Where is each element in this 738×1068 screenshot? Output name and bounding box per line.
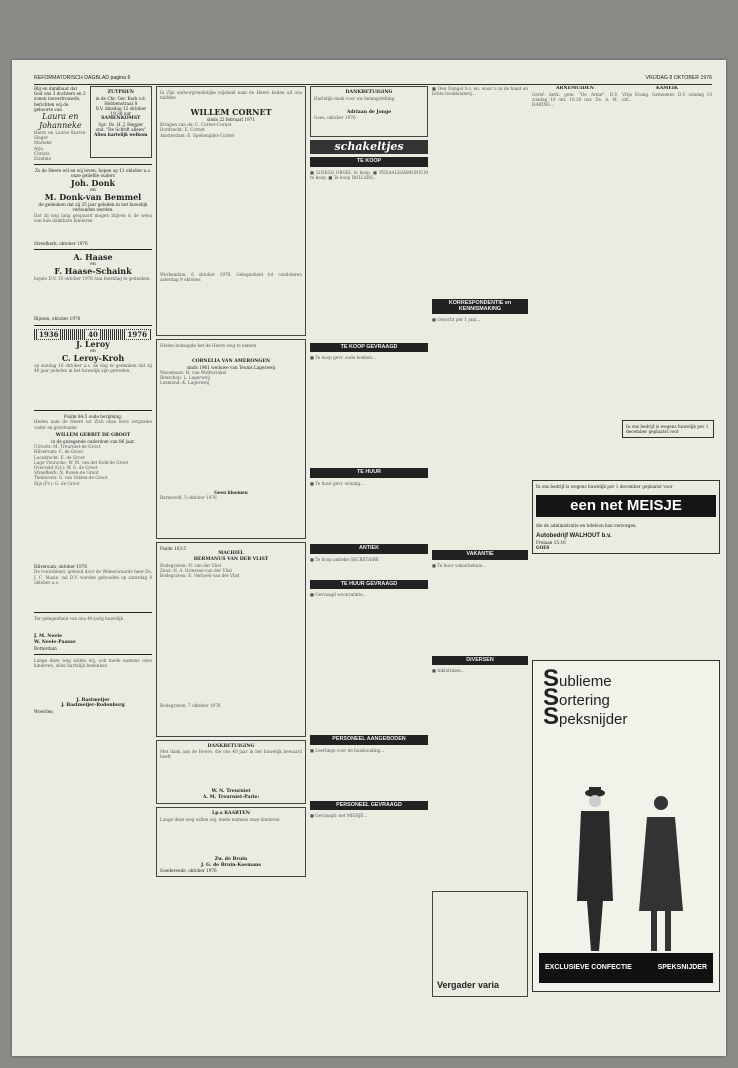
bastmeijer-bride: J. Bastmeijer-Rodenburg xyxy=(61,703,125,709)
amerongen-notice: Heden behaagde het de Heere weg te nemen CORNELIA VAN AMERONGEN sinds 1961 weduwe van Teunis Lagerweij Wassenaar: H. van Wolfswinkel Benschop: L. Lagerweij Lexmond: K. Lagerweij Geen bloemen Barneveld, 5 oktober 1976 xyxy=(156,339,306,539)
zutphen-body: in de Chr. Ger. Kerk v.d. Hebbenstraat 8 xyxy=(95,95,147,106)
leroy-bride: C. Leroy-Kroh xyxy=(61,353,125,364)
personeel-aangeboden-banner: PERSONEEL AANGEBODEN xyxy=(310,735,428,745)
bruin-notice: Lp.s KAARTEN Lange deze weg willen wij, mede namens onze kinderen Zw. de Bruin J. G. de Bruin-Koemans Goedereede, oktober 1976 xyxy=(156,807,306,877)
speks-line3: peksnijder xyxy=(559,711,628,728)
bastmeijer-place: Woerden xyxy=(34,709,53,715)
vakantie-banner: VAKANTIE xyxy=(432,550,528,560)
te-huur-gevraagd-banner: TE HUUR GEVRAAGD xyxy=(310,580,428,590)
header-right: VRIJDAG 8 OKTOBER 1976 xyxy=(645,75,712,81)
speks-line2: ortering xyxy=(559,692,610,709)
treurniet-1: W. N. Treurniet xyxy=(211,789,251,795)
haase-name: A. Haase xyxy=(73,251,113,262)
header-left: REFORMATORISCH DAGBLAD pagina 6 xyxy=(34,75,131,81)
meisje-ad-main xyxy=(532,480,720,554)
antiek-banner: ANTIEK xyxy=(310,544,428,554)
bar-left: 1936 xyxy=(39,329,59,339)
willem-notice: Psalm 84:5 oude berijming. Heden nam de Heere tot Zich onze lieve zorgzame vader en grootvader WILLEM GERRIT DE GROOT in de gezegende ouderdom van 86 jaar. Utrecht: M. Treurniet-de Groot Hilversum: C. de Groot Loosdrecht: E. de Groot Lage Vuursche: W. M. van der Kolk-de Groot Overveld (Gr.): W. G. de Groot Streefkerk: N. Rozen-de Groot Tienhoven: G. van Velzen-de Groot Rijs (Fr.): G. de Groot Hilversum, oktober 1976 De rouwdienst, gehoud door de Weleerwaarde heer Ds. J. C. Mazie, zal D.V. worden gehouden op zaterdag 9 oktober a.s. xyxy=(34,414,152,585)
willem-date: in de gezegende ouderdom van 86 jaar. xyxy=(51,439,135,445)
arnemuiden: ARNEMUIDEN xyxy=(555,86,594,91)
bar-right: 1976 xyxy=(127,329,147,339)
bruin-1: Zw. de Bruin xyxy=(214,856,248,862)
donk-bride: M. Donk-van Bemmel xyxy=(44,192,142,203)
birth-names: Laura en Johanneke xyxy=(38,112,82,131)
neele-place: Rotterdam xyxy=(34,645,57,651)
neele-notice: Ter gelegenheid van ons 40-jarig huwelijk J. M. Neele W. Neele-Paasse Rotterdam xyxy=(34,616,152,650)
walhout-company: Autobedrijf WALHOUT b.v. xyxy=(536,533,612,540)
dankbetuiging-2: DANKBETUIGING xyxy=(207,743,255,749)
bastmeijer-name: J. Bastmeijer xyxy=(76,697,110,703)
zutphen-date: D.V. dinsdag 12 oktober 19.30 uur xyxy=(95,106,147,117)
donk-notice: Zo de Heere wil en wij leven, hopen op 11 oktober a.s. onze geliefde ouders Joh. Donk en M. Donk-van Bemmel de gedenken dat zij 25 jaar geleden in het huwelijk verbonden werden. Dat zij nog lang gespaard mogen blijven is de wens van hun dankbare kinderen Streefkerk, oktober 1976 xyxy=(34,168,152,246)
samenkomst: SAMENKOMST xyxy=(101,116,141,122)
speaker: Spr: Ds. H. J. Hegger xyxy=(98,122,144,127)
willem-verse: Psalm 84:5 oude berijming. xyxy=(63,414,123,420)
zutphen-title: ZUTPHEN xyxy=(107,90,134,95)
anniversary-bar xyxy=(34,329,152,340)
donk-intro: Zo de Heere wil en wij leven, hopen op 11 oktober a.s. onze geliefde ouders xyxy=(34,168,151,179)
vergader-label: Vergader varia xyxy=(437,980,500,991)
speks-footer2: SPEKSNIJDER xyxy=(657,964,707,971)
cornet-notice: In Zijn ondoorgrondelijke wijsheid nam de Heere heden uit ons midden WILLEM CORNET sinds 22 februari 1971 Kringen van de: C. Cornet-Cornet Dordrecht: E. Cornet Amsterdam: E. Spekenijder-Cornet Werkendam, 6 oktober 1976. Gelegenheid tot condoleren zaterdag 9 oktober. xyxy=(156,86,306,336)
vlist-notice: Psalm 103:5 MACHIEL HERMANUS VAN DER VLIST Bodegraven: N. van der Vlist Zeist: N. A. Driessen-van der Vlist Bodegraven: E. Verhoek-van der Vlist Bodegraven, 7 oktober 1976 xyxy=(156,542,306,736)
dankbetuiging-3: DANKBETUIGING xyxy=(345,90,393,95)
walhout-city: GOES xyxy=(536,545,550,551)
walhout-address: Frelaan 15-16 xyxy=(536,540,566,545)
hilversum-date: Hilversum, oktober 1976 xyxy=(34,564,88,570)
jonge-notice: DANKBETUIGING Hartelijk dank voor uw belangstelling Adriaan de Jonge Goes, oktober 1976 xyxy=(310,86,428,137)
birth-intro: Blij en dankbaar dat God ons 3 dochters en 2 zonen toevertrouwde, berichten wij de geboorte van xyxy=(34,86,86,112)
speksnijder-footer xyxy=(539,953,713,983)
leroy-name: J. Leroy xyxy=(76,338,110,349)
neele-name: J. M. Neele xyxy=(34,634,63,640)
te-koop-gevraagd-banner: TE KOOP GEVRAAGD xyxy=(310,343,428,353)
kameik: KAMEIK xyxy=(655,86,679,91)
donk-en: en xyxy=(90,187,96,193)
bar-mid: 40 xyxy=(88,329,98,339)
vergader-box xyxy=(432,891,528,997)
willem-name: WILLEM GERRIT DE GROOT xyxy=(55,433,131,439)
donk-groom: Joh. Donk xyxy=(70,177,116,188)
speks-footer: EXCLUSIEVE CONFECTIE xyxy=(545,964,632,971)
vlist-name: HERMANUS VAN DER VLIST xyxy=(193,557,269,562)
haase-en: en xyxy=(90,261,96,267)
welcome: Allen hartelijk welkom xyxy=(94,132,148,138)
meisje-title: een net MEISJE xyxy=(536,495,716,517)
vlist-title: MACHIEL xyxy=(218,551,244,557)
birth-announcement: Blij en dankbaar dat God ons 3 dochters en 2 zonen toevertrouwde, berichten wij de geboorte van Laura en Johanneke Harm en Laurie Kurvin-Slager Marieke Arja Christa Elzelina xyxy=(34,86,87,162)
korrespondentie-banner: KORRESPONDENTIE en KENNISMAKING xyxy=(432,299,528,314)
column-6: KAMEIK Vrije Evang. Gemeente. D.V. zondag 10 okt... xyxy=(622,86,712,102)
geen-bloemen: Geen bloemen xyxy=(214,490,248,495)
kaarten: Lp.s KAARTEN xyxy=(211,811,251,817)
bastmeijer-notice: Lange deze weg willen wij, ook mede namens onze kinderen, allen hartelijk bedanken J. Bastmeijer J. Bastmeijer-Rodenburg Woerden xyxy=(34,657,152,715)
meisje-body: die de administratie en telefoon kan verzorgen. xyxy=(536,523,637,529)
zutphen-notice xyxy=(90,86,152,158)
subject: ond. "De Schrift alleen" xyxy=(95,127,146,133)
column-2 xyxy=(156,86,306,1046)
fashion-illustration xyxy=(533,661,719,991)
bruin-2: J. G. de Bruin-Koemans xyxy=(201,862,261,868)
bruin-place: Goedereede, oktober 1976 xyxy=(160,868,217,874)
newspaper-page xyxy=(12,60,726,1056)
leroy-notice: J. Leroy en C. Leroy-Kroh op zondag 10 oktober a.s. de dag te gedenken dat zij 40 jaar geleden in het huwelijk zijn getreden. xyxy=(34,338,152,374)
speksnijder-ad xyxy=(532,660,720,992)
meisje-intro: In ons bedrijf is wegens huwelijk per 1 december geplaatst voor xyxy=(626,424,709,435)
haase-bride: F. Haase-Schaink xyxy=(54,266,132,277)
haase-place: Rijssen, oktober 1976 xyxy=(34,316,81,322)
neele-bride: W. Neele-Paasse xyxy=(34,640,76,646)
diversen-banner: DIVERSEN xyxy=(432,656,528,666)
column-3: DANKBETUIGING Hartelijk dank voor uw belangstelling Adriaan de Jonge Goes, oktober 1976 schakeltjes TE KOOP ■ LINKGG ORGEL te koop. ■ PEDAALHARMONIUM te koop. ■ Te koop DOLLARS... TE KOOP GEVRAAGD ■ Te koop gevr. oude boeken... TE HUUR ■ Te huur gevr. woning... ANTIEK ■ Te koop antieke SECRETAIRE TE HUUR GEVRAAGD ■ Gevraagd woonruimte... PERSONEEL AANGEBODEN ■ Leerlinge voor de huishouding... PERSONEEL GEVRAAGD ■ Gevraagd: net MEISJE... xyxy=(310,86,428,1046)
cornelia-name: CORNELIA VAN AMERONGEN xyxy=(191,359,271,365)
vlist-verse: Psalm 103:5 xyxy=(160,546,187,552)
personeel-gevraagd-banner: PERSONEEL GEVRAAGD xyxy=(310,801,428,811)
treurniet-2: A. M. Treurniet-Parie: xyxy=(202,794,260,800)
treurniet-notice: DANKBETUIGING Met dank aan de Heere, die ons 40 jaar in het huwelijk bewaard heeft W. N. Treurniet A. M. Treurniet-Parie: xyxy=(156,740,306,805)
column-5: ARNEMUIDEN Geref. kerk. gem. "De Arme". D.V. zondag 10 okt. 19.30 uur. Ds. A. M. HARING... xyxy=(532,86,618,107)
leroy-en: en xyxy=(90,348,96,354)
adriaan-name: Adriaan de Jonge xyxy=(346,109,392,115)
donk-date: Streefkerk, oktober 1976 xyxy=(34,240,88,246)
cornelia-date: sinds 1961 weduwe van Teunis Lagerweij xyxy=(186,364,276,370)
haase-notice: A. Haase en F. Haase-Schaink hopen D.V. 10 oktober 1976 hun feestdag te gedenken. Rijssen, oktober 1976 xyxy=(34,251,151,322)
schakeltjes-banner: schakeltjes xyxy=(310,140,428,154)
cornet-name: WILLEM CORNET xyxy=(190,107,272,117)
te-huur-banner: TE HUUR xyxy=(310,468,428,478)
cornet-born: sinds 22 februari 1971 xyxy=(206,117,256,122)
column-4: ■ Den Dungel b.v. en. waar u in de hand en lichte boekbinderij... KORRESPONDENTIE en KENNISMAKING ■ Gezocht per 1 juni... VAKANTIE ■ Te huur vakantiehuis... DIVERSEN ■ Inktstralen... Vergader varia xyxy=(432,86,528,1046)
speksnijder-headline: Sublieme Sortering Speksnijder xyxy=(543,665,628,730)
donk-rest: de gedenken dat zij 25 jaar geleden in het huwelijk verbonden werden. xyxy=(38,202,148,213)
te-koop-banner: TE KOOP xyxy=(310,157,428,167)
speks-line1: ublieme xyxy=(559,673,612,690)
column-1 xyxy=(34,86,152,1046)
meisje-ad-intro: In ons bedrijf is wegens huwelijk per 1 december geplaatst voor xyxy=(536,484,673,489)
meisje-ad xyxy=(622,420,714,438)
page-header xyxy=(34,76,712,85)
